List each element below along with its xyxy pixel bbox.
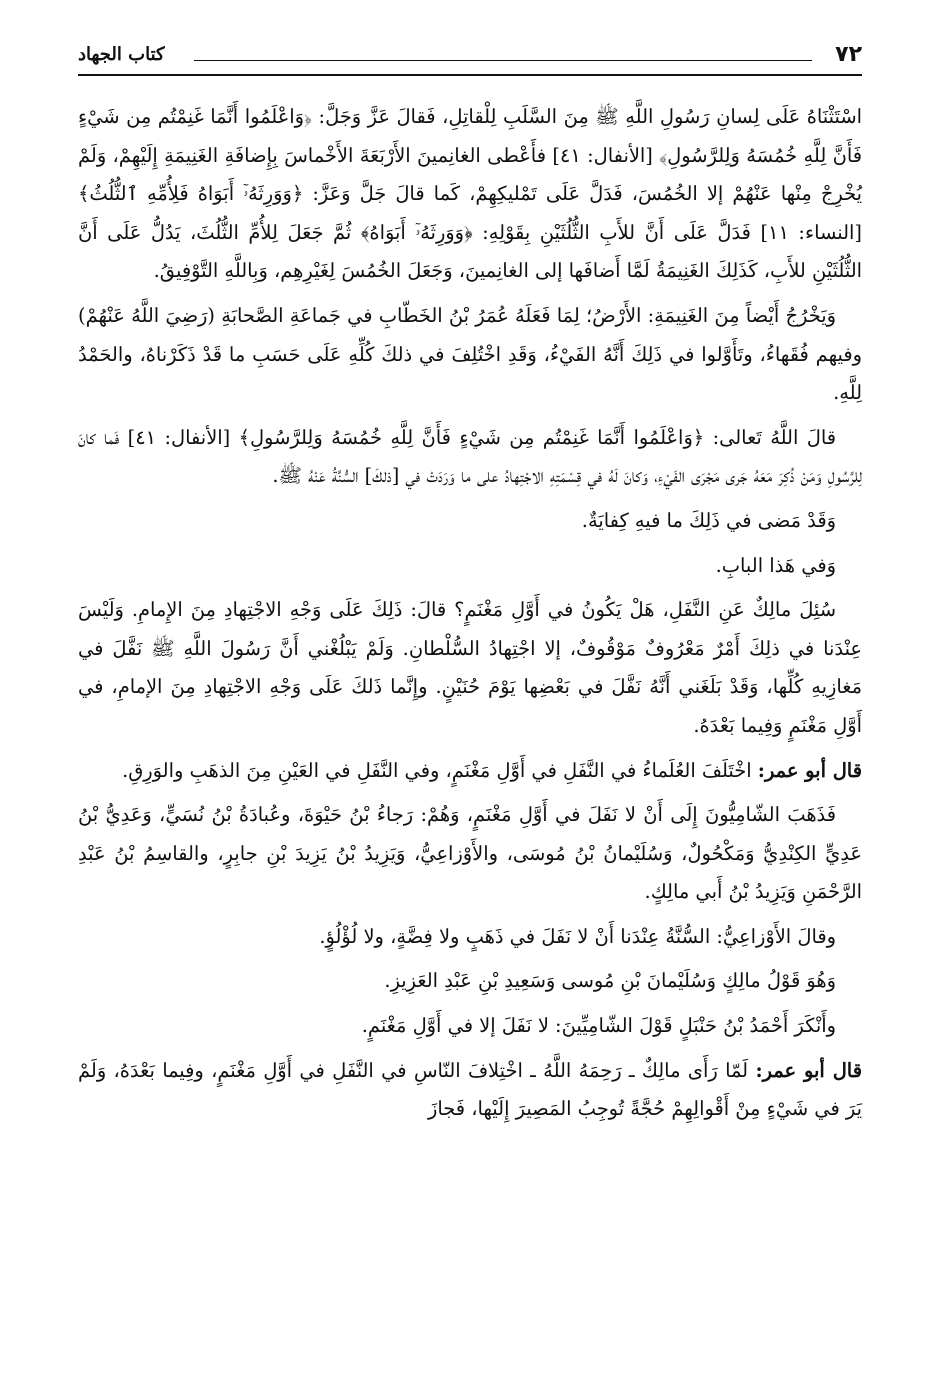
paragraph [78,918,862,957]
paragraph-text: وأَنْكَرَ أَحْمَدُ بْنُ حَنْبَلٍ قَوْلَ الشّامِيِّينَ: لا نَفَلَ إلا في أَوَّلِ مَغْنَمٍ. [361,1014,836,1038]
speaker-label: قال أبو عمر: [757,758,862,782]
paragraph [78,98,862,291]
header-rule [194,60,812,61]
paragraph [78,297,862,413]
paragraph [78,419,862,496]
paragraph-text: اسْتَثْنَاهُ عَلَى لِسانِ رَسُولِ اللَّهِ ﷺ مِنَ السَّلَبِ لِلْقاتِلِ، فَقالَ عَزَّ وَجَلَّ: ﴿وَاعْلَمُوا أَنَّمَا غَنِمْتُم مِن شَيْءٍ فَأَنَّ لِلَّهِ خُمُسَهُ وَلِلرَّسُولِ﴾ [الأنفال: ٤١] فأَعْطى الغانِمينَ الأَرْبَعَةَ الأَخْماسَ بِإِضافَةِ الغَنِيمَةِ إِلَيْهِمْ، وَلَمْ يُخْرِجْ مِنْها عَنْهُمْ إلا الخُمُسَ، فَدَلَّ عَلَى تَمْليكِهِمْ، كَما قالَ جَلَّ وَعَزَّ: ﴿وَوَرِثَهُۥٓ أَبَوَاهُ فَلِأُمِّهِ ٱلثُّلُثُ﴾ [النساء: ١١] فَدَلَّ عَلَى أَنَّ للأَبِ الثُّلُثَيْنِ بِقَوْلِهِ: ﴿وَوَرِثَهُۥٓ أَبَوَاهُ﴾ ثُمَّ جَعَلَ لِلأُمِّ الثُّلُثَ، يَدُلُّ عَلَى أَنَّ الثُّلُثَيْنِ للأَبِ، كَذَلِكَ الغَنِيمَةُ لَمَّا أَضافَها إلى الغانِمينَ، وَجَعَلَ الخُمُسَ لِغَيْرِهِم، وَبِاللَّهِ التَّوْفِيقُ. [78,105,863,283]
paragraph-text: اخْتَلَفَ العُلَماءُ في النَّفَلِ في أَوَّلِ مَغْنَمٍ، وفي النَّفَلِ في العَيْنِ مِنَ الذهَبِ والوَرِقِ. [122,758,752,782]
paragraph-text: فَذَهَبَ الشّامِيُّونَ إِلَى أَنْ لا نَفَلَ في أَوَّلِ مَغْنَمٍ، وَهُمْ: رَجاءُ بْنُ حَيْوَةَ، وعُبادَةُ بْنُ نُسَيٍّ، وَعَدِيُّ بْنُ عَدِيٍّ الكِنْدِيُّ وَمَكْحُولٌ، وَسُلَيْمانُ بْنُ مُوسَى، والأَوْزاعِيُّ، وَيَزِيدُ بْنُ يَزِيدَ بْنِ جابِرٍ، والقاسِمُ بْنُ عَبْدِ الرَّحْمَنِ وَيَزِيدُ بْنُ أَبي مالِكٍ. [78,803,862,904]
document-page [78,38,862,1378]
paragraph-text: سُئِلَ مالِكٌ عَنِ النَّفَلِ، هَلْ يَكُونُ في أَوَّلِ مَغْنَمٍ؟ قالَ: ذَلِكَ عَلَى وَجْهِ الاجْتِهادِ مِنَ الإِمامِ. وَلَيْسَ عِنْدَنا في ذلِكَ أَمْرٌ مَعْرُوفٌ مَوْقُوفٌ، إلا اجْتِهادُ السُّلْطانِ. وَلَمْ يَبْلُغْني أَنَّ رَسُولَ اللَّهِ ﷺ نَفَّلَ في مَغازِيهِ كُلِّها، وَقَدْ بَلَغَني أَنَّهُ نَفَّلَ في بَعْضِها يَوْمَ حُنَيْنٍ. وإِنَّما ذَلكَ عَلَى وَجْهِ الاجْتِهادِ مِنَ الإمامِ، في أَوَّلِ مَغْنَمٍ وَفِيما بَعْدَهُ. [78,598,862,737]
speaker-label: قال أبو عمر: [755,1058,862,1082]
chapter-title: كتاب الجهاد [78,44,165,65]
paragraph [78,591,862,745]
paragraph-text: لَمّا رَأَى مالِكٌ ـ رَحِمَهُ اللَّهُ ـ اخْتِلافَ النّاسِ في النَّفَلِ في أَوَّلِ مَغْنَمٍ، وفِيما بَعْدَهُ، وَلَمْ يَرَ في شَيْءٍ مِنْ أَقْوالِهِمْ حُجَّةً تُوجِبُ المَصِيرَ إِلَيْها، فَجازَ [78,1058,862,1121]
paragraph [78,1007,862,1046]
page-number: ٧٢ [835,42,862,67]
paragraph [78,502,862,541]
paragraph [78,1052,862,1129]
paragraph [78,752,862,791]
paragraph [78,962,862,1001]
paragraph-text: قالَ اللَّهُ تَعالى: ﴿وَاعْلَمُوا أَنَّمَا غَنِمْتُم مِن شَيْءٍ فَأَنَّ لِلَّهِ خُمُسَهُ وَلِلرَّسُولِ﴾ [الأنفال: ٤١] فَما كانَ لِلرَّسُولِ وَمَنْ ذُكِرَ مَعَهُ جَرى مَجْرَى الفَيْءِ، وَكانَ لَهُ في قِسْمَتِهِ الاجْتِهادُ على ما وَرَدَتْ في [ذلكَ] السُّنَّةُ عَنْهُ ﷺ. [78,425,862,488]
paragraph [78,796,862,912]
paragraph-text: وَهُوَ قَوْلُ مالِكٍ وَسُلَيْمانَ بْنِ مُوسى وَسَعِيدِ بْنِ عَبْدِ العَزِيزِ. [384,969,836,993]
paragraph [78,547,862,586]
running-header [78,38,862,76]
paragraph-text: وَفي هَذا البابِ. [715,553,836,577]
paragraph-text: وَيَخْرُجُ أَيْضاً مِنَ الغَنِيمَةِ: الأَرْضُ؛ لِمَا فَعَلَهُ عُمَرُ بْنُ الخَطّابِ في جَماعَةِ الصَّحابَةِ (رَضِيَ اللَّهُ عَنْهُمْ) وفيهم فُقَهاءُ، وتَأَوَّلوا في ذَلِكَ أَنَّهُ الفَيْءُ، وَقَدِ اخْتُلِفَ في ذلكَ كُلِّهِ عَلَى حَسَبِ ما قَدْ ذَكَرْناهُ، والحَمْدُ لِلَّهِ. [78,303,862,405]
body-text [78,98,862,1129]
paragraph-text: وَقَدْ مَضى في ذَلِكَ ما فيهِ كِفايَةٌ. [581,508,836,532]
paragraph-text: وقالَ الأَوْزاعِيُّ: السُّنَّةُ عِنْدَنا أَنْ لا نَفَلَ في ذَهَبٍ ولا فِضَّةٍ، ولا لُؤْلُؤٍ. [319,924,836,948]
